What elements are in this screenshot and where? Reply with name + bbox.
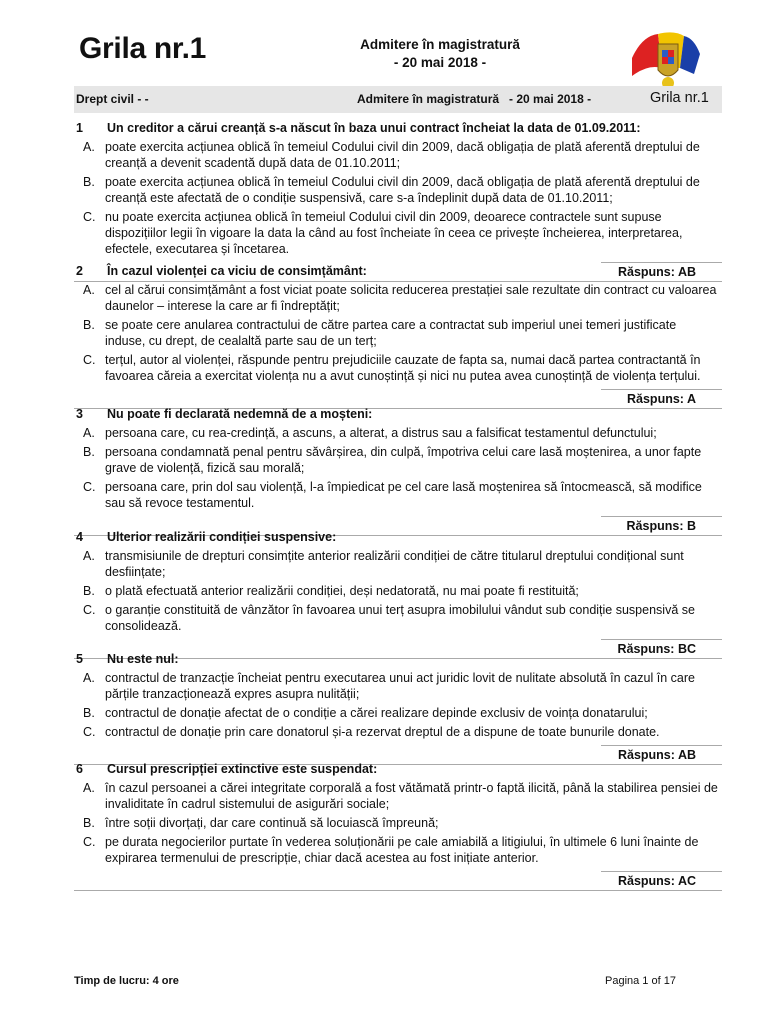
answer-option: [74, 139, 722, 171]
option-letter: A.: [83, 671, 95, 685]
option-text: persoana care, cu rea-credință, a ascuns, a alterat, a distrus sau a falsificat testamentul defunctului;: [105, 426, 657, 440]
question-text: Un creditor a cărui creanță s-a născut în baza unui contract încheiat la data de 01.09.2011:: [107, 121, 641, 135]
option-text: persoana condamnată penal pentru săvârșirea, din culpă, împotriva celui care lasă moștenirea, a unor fapte grave de violență, fizică sau morală;: [105, 445, 702, 475]
option-letter: A.: [83, 549, 95, 563]
answer-value: BC: [677, 642, 696, 656]
option-text: contractul de donație afectat de o condiție a cărei realizare depinde exclusiv de voința donatarului;: [105, 706, 648, 720]
option-letter: A.: [83, 140, 95, 154]
answer-option: [74, 548, 722, 580]
question-text: Nu poate fi declarată nedemnă de a moșteni:: [107, 407, 373, 421]
exam-name: Admitere în magistratură: [360, 37, 520, 52]
answer-value: B: [686, 519, 696, 533]
answer-option: [74, 724, 722, 740]
answer-value: A: [686, 392, 696, 406]
question-text: În cazul violenței ca viciu de consimțământ:: [107, 264, 367, 278]
question-block: [74, 651, 722, 765]
question-number: 3: [76, 407, 83, 421]
option-letter: C.: [83, 210, 96, 224]
option-letter: C.: [83, 603, 96, 617]
question-heading: [74, 406, 722, 422]
option-letter: B.: [83, 584, 95, 598]
answer-option: [74, 780, 722, 812]
answer-option: [74, 705, 722, 721]
exam-header: [340, 36, 540, 72]
option-letter: B.: [83, 816, 95, 830]
option-letter: A.: [83, 781, 95, 795]
answer-label: Răspuns:: [617, 642, 675, 656]
answer-option: [74, 317, 722, 349]
answer-label: Răspuns:: [626, 519, 684, 533]
question-heading: [74, 761, 722, 777]
option-text: între soții divorțați, dar care continuă să locuiască împreună;: [105, 816, 439, 830]
answer-value: AB: [677, 748, 696, 762]
question-text: Nu este nul:: [107, 652, 179, 666]
answer-value: AC: [677, 874, 696, 888]
document-title: Grila nr.1: [79, 32, 207, 65]
option-letter: A.: [83, 426, 95, 440]
option-text: transmisiunile de drepturi consimțite anterior realizării condiției de către titularul dreptului condițional sunt desființate;: [105, 549, 684, 579]
answer-value: AB: [677, 265, 696, 279]
question-number: 2: [76, 264, 83, 278]
option-text: contractul de donație prin care donatorul și-a rezervat dreptul de a dispune de toate bunurile donate.: [105, 725, 660, 739]
option-text: nu poate exercita acțiunea oblică în temeiul Codului civil din 2009, deoarece contractele sunt supuse dispozițiilor legii în vigoare la data la când au fost încheiate în ceea ce privește încheierea, interpretarea, efectele, executarea și încetarea.: [105, 210, 683, 256]
answer-option: [74, 174, 722, 206]
option-letter: B.: [83, 445, 95, 459]
answer-label: Răspuns:: [617, 748, 675, 762]
answer-label: Răspuns:: [617, 874, 675, 888]
question-block: [74, 529, 722, 659]
answer-option: [74, 670, 722, 702]
answer-option: [74, 282, 722, 314]
question-number: 5: [76, 652, 83, 666]
exam-date: - 20 mai 2018 -: [393, 55, 487, 70]
divider: [74, 890, 722, 891]
answer-option: [74, 444, 722, 476]
option-letter: C.: [83, 725, 96, 739]
question-block: [74, 406, 722, 536]
answer-option: [74, 583, 722, 599]
question-heading: [74, 529, 722, 545]
option-text: contractul de tranzacție încheiat pentru executarea unui act juridic lovit de nulitate absolută în cazul în care părțile tranzacționează expres asupra nulității;: [105, 671, 695, 701]
answer-option: [74, 602, 722, 634]
answer-option: [74, 815, 722, 831]
option-text: poate exercita acțiunea oblică în temeiul Codului civil din 2009, dacă obligația de plată aferentă dreptului de creanță este afectată de o condiție suspensivă, care s-a îndeplinit după data de 01.10.2011;: [105, 175, 700, 205]
option-text: persoana care, prin dol sau violență, l-a împiedicat pe cel care lasă moștenirea să întocmească, să modifice sau să revoce testamentul.: [105, 480, 702, 510]
grila-label: Grila nr.1: [650, 90, 709, 106]
option-letter: B.: [83, 706, 95, 720]
option-text: terțul, autor al violenței, răspunde pentru prejudiciile cauzate de fapta sa, numai dacă partea contractantă în favoarea căreia a exercitat violența nu a avut cunoștință și nici nu putea avea cunoștință de violența terțului.: [105, 353, 701, 383]
question-block: [74, 263, 722, 409]
question-block: [74, 761, 722, 891]
coat-of-arms-logo: [628, 28, 704, 92]
question-text: Ulterior realizării condiției suspensive:: [107, 530, 337, 544]
question-number: 6: [76, 762, 83, 776]
option-letter: B.: [83, 318, 95, 332]
option-text: cel al cărui consimțământ a fost viciat poate solicita reducerea prestației sale rezultate din contract cu valoarea daunelor – interese la care ar fi îndreptățit;: [105, 283, 717, 313]
question-heading: [74, 120, 722, 136]
option-letter: C.: [83, 353, 96, 367]
option-letter: C.: [83, 835, 96, 849]
answer-row: [601, 389, 722, 407]
option-text: poate exercita acțiunea oblică în temeiul Codului civil din 2009, dacă obligația de plată aferentă dreptului de creanță a devenit scadentă după data de 01.10.2011;: [105, 140, 700, 170]
question-heading: [74, 651, 722, 667]
exam-label: Admitere în magistratură - 20 mai 2018 -: [357, 92, 592, 106]
page-number: Pagina 1 of 17: [605, 975, 676, 987]
option-text: pe durata negocierilor purtate în vederea soluționării pe cale amiabilă a litigiului, în ultimele 6 luni înainte de expirarea termenului de prescripție, chiar dacă acestea au fost inițiate anterior.: [105, 835, 699, 865]
option-text: o garanție constituită de vânzător în favoarea unui terț asupra imobilului vândut sub condiție suspensivă se consolidează.: [105, 603, 695, 633]
answer-label: Răspuns:: [617, 265, 675, 279]
question-text: Cursul prescripției extinctive este suspendat:: [107, 762, 378, 776]
answer-option: [74, 425, 722, 441]
question-number: 1: [76, 121, 83, 135]
work-time: Timp de lucru: 4 ore: [74, 975, 179, 987]
option-text: se poate cere anularea contractului de către partea care a contractat sub imperiul unei temeri justificate induse, cu drept, de cealaltă parte sau de un terț;: [105, 318, 677, 348]
subject-label: Drept civil - -: [76, 92, 149, 106]
header-bar: [74, 86, 722, 113]
answer-option: [74, 479, 722, 511]
answer-label: Răspuns:: [627, 392, 684, 406]
option-letter: C.: [83, 480, 96, 494]
answer-option: [74, 834, 722, 866]
question-block: [74, 120, 722, 282]
answer-row: [601, 871, 722, 889]
option-text: în cazul persoanei a cărei integritate corporală a fost vătămată printr-o faptă ilicită, până la stabilirea pensiei de invaliditate în cadrul sistemului de asigurări sociale;: [105, 781, 718, 811]
option-text: o plată efectuată anterior realizării condiției, deși nedatorată, nu mai poate fi restituită;: [105, 584, 579, 598]
answer-option: [74, 209, 722, 257]
answer-option: [74, 352, 722, 384]
option-letter: B.: [83, 175, 95, 189]
option-letter: A.: [83, 283, 95, 297]
question-heading: [74, 263, 722, 279]
question-number: 4: [76, 530, 83, 544]
